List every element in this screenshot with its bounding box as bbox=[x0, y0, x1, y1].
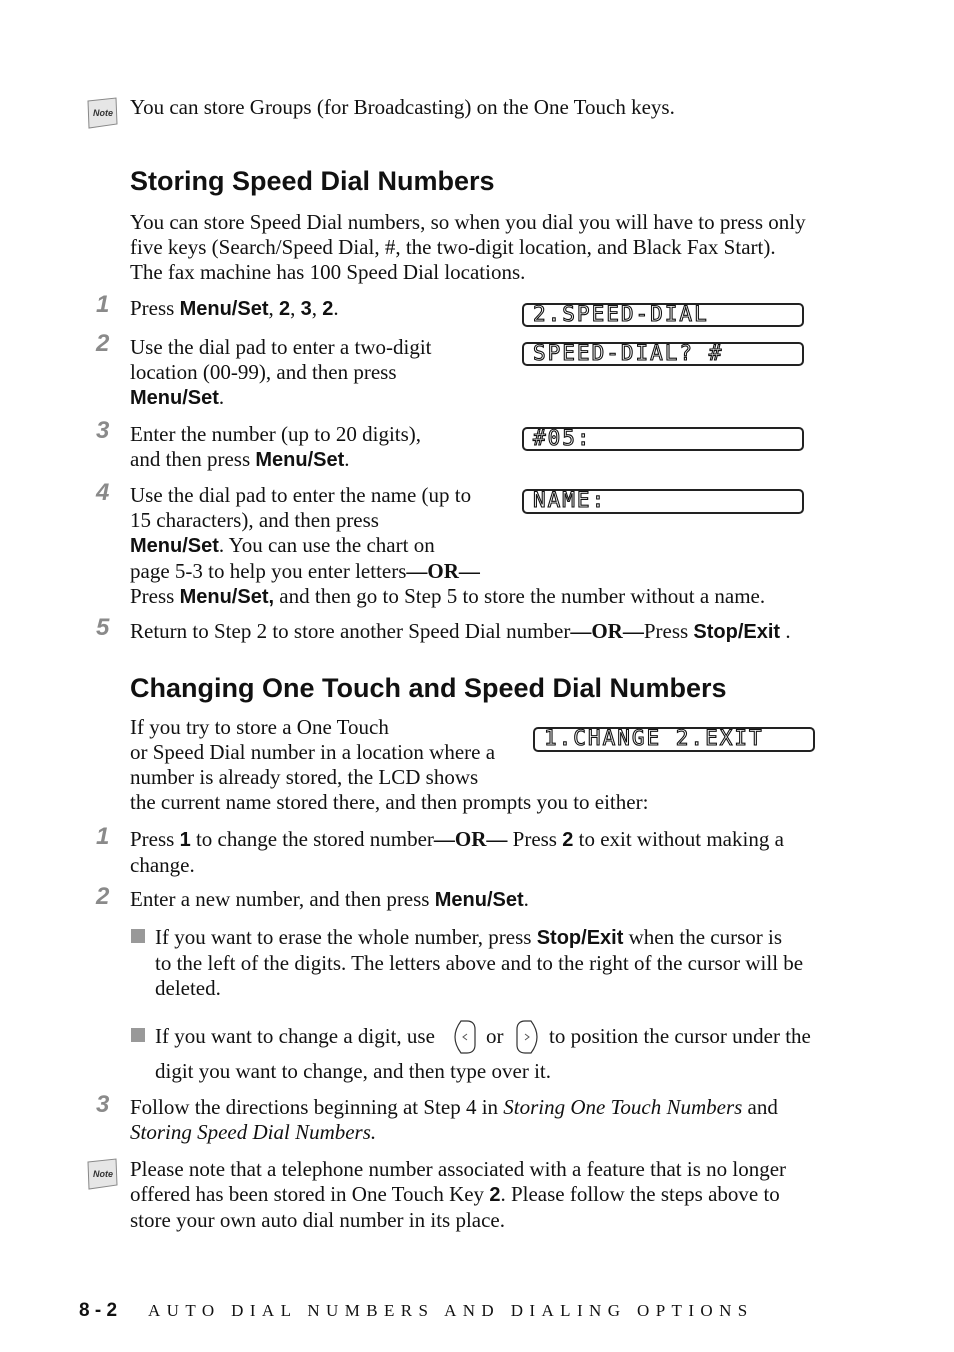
running-footer-title: AUTO DIAL NUMBERS AND DIALING OPTIONS bbox=[148, 1301, 754, 1320]
bullet-text: If you want to change a digit, use bbox=[155, 1024, 435, 1048]
lcd-display: #05: bbox=[522, 427, 804, 451]
bullet-square bbox=[131, 1028, 145, 1042]
step-text: Use the dial pad to enter the name (up to 15 characters), and then press Menu/Set. You can use the chart on page 5-3 to help you enter letters—OR— Press Menu/Set, and then go to Step 5 to store the number without a name. bbox=[130, 483, 766, 608]
lcd-display: 1.CHANGE 2.EXIT bbox=[533, 727, 815, 752]
right-arrow-key-icon bbox=[515, 1019, 539, 1061]
svg-text:Note: Note bbox=[93, 108, 113, 118]
or-text: or bbox=[486, 1024, 504, 1048]
bullet-text: to position the cursor under the bbox=[549, 1024, 811, 1048]
note-text: You can store Groups (for Broadcasting) on the One Touch keys. bbox=[130, 95, 675, 119]
step-text: Enter the number (up to 20 digits), and then press Menu/Set. bbox=[130, 422, 422, 471]
step-text: Enter a new number, and then press Menu/Set. bbox=[130, 887, 529, 911]
step-number: 1 bbox=[96, 291, 110, 318]
svg-text:Note: Note bbox=[93, 1169, 113, 1179]
bullet-text: digit you want to change, and then type over it. bbox=[155, 1059, 551, 1083]
intro-line: You can store Speed Dial numbers, so when you dial you will have to press only bbox=[130, 210, 806, 234]
left-arrow-key-icon bbox=[453, 1019, 477, 1061]
step-number: 3 bbox=[96, 1091, 110, 1118]
step-number: 2 bbox=[96, 883, 110, 910]
bullet-square bbox=[131, 929, 145, 943]
page-number: 8 - 2 bbox=[79, 1300, 118, 1321]
section-heading: Changing One Touch and Speed Dial Numbers bbox=[130, 673, 727, 703]
intro-line: or Speed Dial number in a location where a bbox=[130, 740, 496, 764]
step-text: Press 1 to change the stored number—OR— Press 2 to exit without making a change. bbox=[130, 827, 784, 877]
step-number: 1 bbox=[96, 823, 110, 850]
step-text: Follow the directions beginning at Step 4 in Storing One Touch Numbers and Storing Speed Dial Numbers. bbox=[130, 1095, 778, 1144]
note-icon bbox=[86, 1158, 116, 1188]
step-text: Press Menu/Set, 2, 3, 2. bbox=[130, 296, 339, 320]
section-intro bbox=[130, 210, 850, 285]
note-icon bbox=[86, 97, 116, 127]
note-text: Please note that a telephone number associated with a feature that is no longer offered has been stored in One Touch Key 2. Please follow the steps above to store your own auto dial number in its place. bbox=[130, 1157, 787, 1232]
lcd-display: NAME: bbox=[522, 489, 804, 514]
intro-line: The fax machine has 100 Speed Dial locations. bbox=[130, 260, 526, 284]
lcd-display: SPEED-DIAL? # bbox=[522, 342, 804, 366]
step-number: 4 bbox=[96, 479, 110, 506]
intro-line: number is already stored, the LCD shows bbox=[130, 765, 479, 789]
step-number: 5 bbox=[96, 614, 110, 641]
section-heading: Storing Speed Dial Numbers bbox=[130, 166, 495, 196]
bullet-text: If you want to erase the whole number, press Stop/Exit when the cursor is to the left of the digits. The letters above and to the right of the cursor will be deleted. bbox=[155, 925, 804, 1000]
intro-line: If you try to store a One Touch bbox=[130, 715, 389, 739]
intro-line: the current name stored there, and then prompts you to either: bbox=[130, 790, 649, 814]
step-number: 2 bbox=[96, 330, 110, 357]
step-text: Return to Step 2 to store another Speed Dial number—OR—Press Stop/Exit . bbox=[130, 619, 791, 643]
step-text: Use the dial pad to enter a two-digit location (00-99), and then press Menu/Set. bbox=[130, 335, 432, 409]
intro-line: five keys (Search/Speed Dial, #, the two-digit location, and Black Fax Start). bbox=[130, 235, 776, 259]
lcd-display: 2.SPEED-DIAL bbox=[522, 303, 804, 327]
step-number: 3 bbox=[96, 417, 110, 444]
